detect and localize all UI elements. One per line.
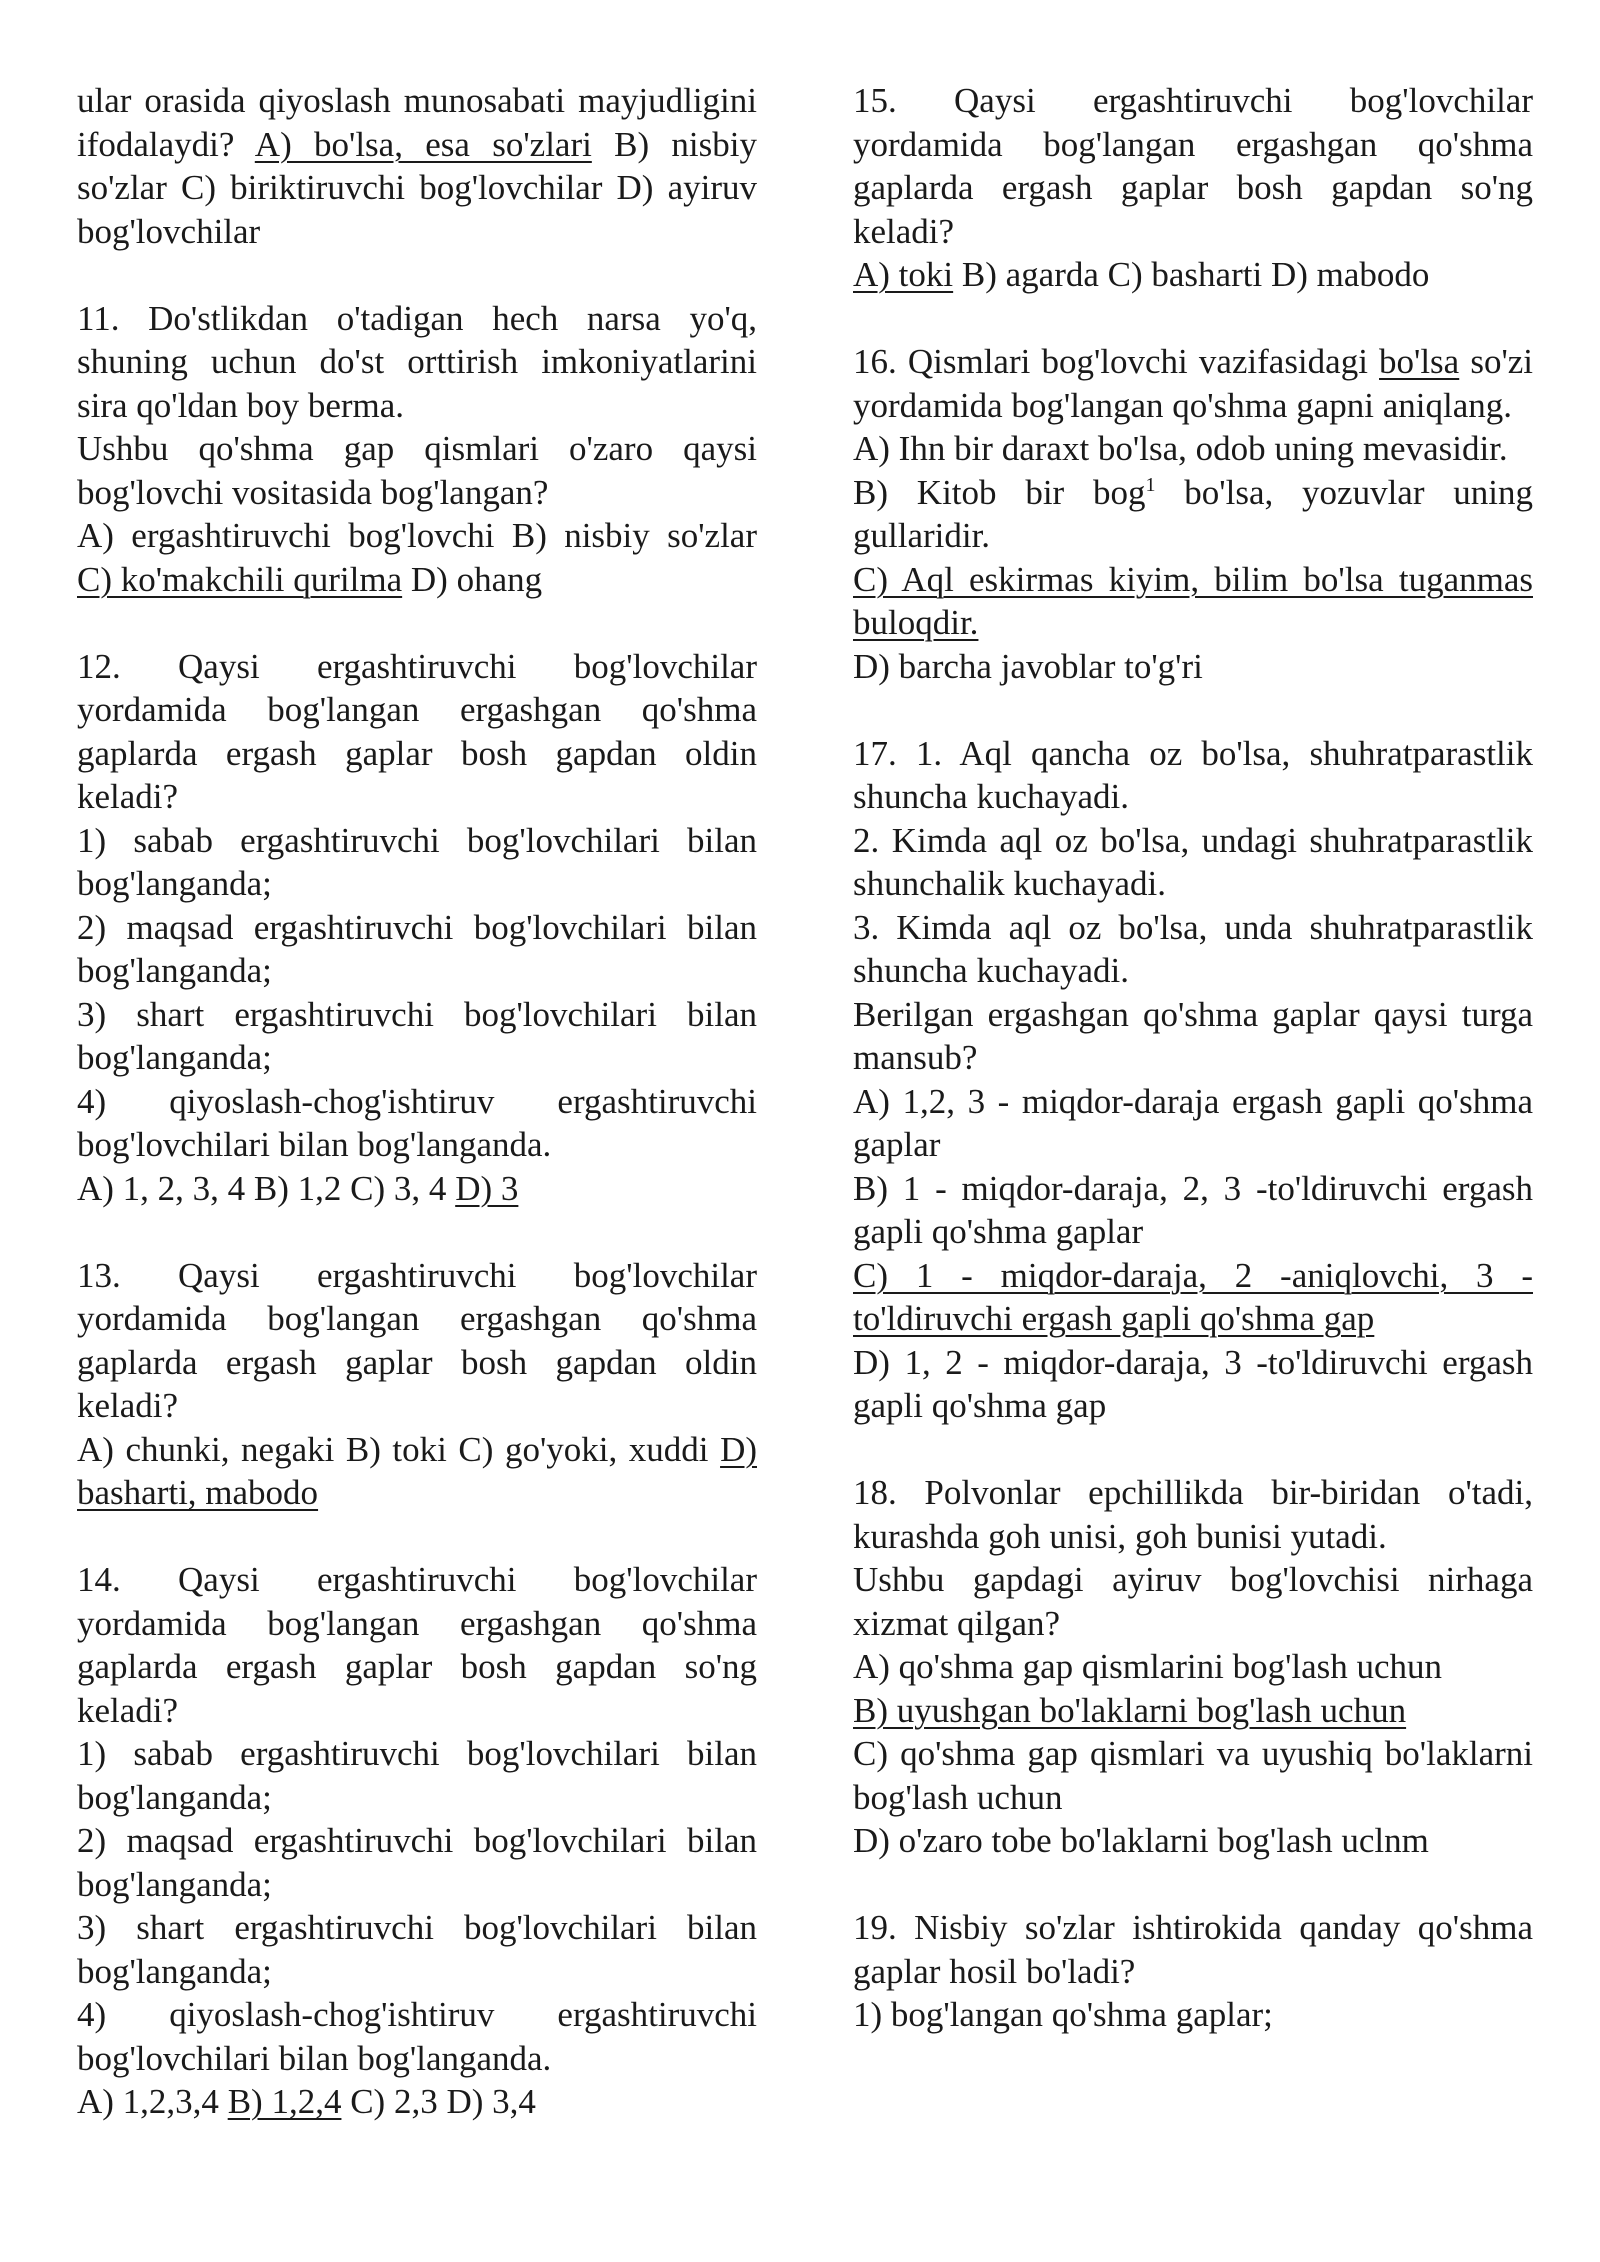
text-line xyxy=(77,514,757,601)
text-line xyxy=(853,1080,1533,1167)
text-line xyxy=(853,1993,1533,2037)
text-run: 1) sabab ergashtiruvchi bog'lovchilari bilan bog'langanda; xyxy=(77,1734,757,1817)
text-run: 17. 1. Aql qancha oz bo'lsa, shuhratparastlik shuncha kuchayadi. xyxy=(853,733,1533,816)
text-line xyxy=(853,471,1533,558)
text-line xyxy=(77,1428,757,1515)
text-line xyxy=(853,253,1533,297)
text-line xyxy=(77,906,757,993)
text-run: 16. Qismlari bog'lovchi vazifasidagi xyxy=(853,342,1380,381)
question-q11 xyxy=(77,297,757,602)
text-run: 3. Kimda aql oz bo'lsa, unda shuhratparastlik shuncha kuchayadi. xyxy=(853,907,1533,990)
footnote-marker: 1 xyxy=(1145,473,1156,496)
text-run: 12. Qaysi ergashtiruvchi bog'lovchilar yordamida bog'langan ergashgan qo'shma gaplarda ergash gaplar bosh gapdan oldin keladi? xyxy=(77,646,757,816)
text-line xyxy=(77,1558,757,1732)
underlined-answer: D) 3 xyxy=(455,1168,519,1208)
text-run: 4) qiyoslash-chog'ishtiruv ergashtiruvchi bog'lovchilari bilan bog'langanda. xyxy=(77,1081,757,1164)
text-line xyxy=(853,732,1533,819)
text-run: 11. Do'stlikdan o'tadigan hech narsa yo'q, shuning uchun do'st orttirish imkoniyatlarini sira qo'ldan boy berma. xyxy=(77,298,757,425)
text-run: Berilgan ergashgan qo'shma gaplar qaysi turga mansub? xyxy=(853,994,1533,1077)
block-spacer xyxy=(77,601,757,645)
text-run: 3) shart ergashtiruvchi bog'lovchilari bilan bog'langanda; xyxy=(77,1908,757,1991)
text-line xyxy=(853,1558,1533,1645)
text-run: 2) maqsad ergashtiruvchi bog'lovchilari bilan bog'langanda; xyxy=(77,907,757,990)
text-line xyxy=(853,1341,1533,1428)
text-run: 4) qiyoslash-chog'ishtiruv ergashtiruvchi bog'lovchilari bilan bog'langanda. xyxy=(77,1995,757,2078)
text-line xyxy=(77,819,757,906)
text-run: bo'lsa, yozuvlar uning gullaridir. xyxy=(853,472,1533,555)
text-run: 19. Nisbiy so'zlar ishtirokida qanday qo'shma gaplar hosil bo'ladi? xyxy=(853,1908,1533,1991)
text-line xyxy=(853,1254,1533,1341)
underlined-answer: bo'lsa xyxy=(1379,342,1460,381)
text-line xyxy=(853,1689,1533,1733)
text-run: Ushbu gapdagi ayiruv bog'lovchisi nirhaga xizmat qilgan? xyxy=(853,1560,1533,1643)
text-line xyxy=(77,993,757,1080)
question-q15 xyxy=(853,79,1533,297)
text-line xyxy=(853,1645,1533,1689)
text-line xyxy=(77,2080,757,2124)
text-line xyxy=(853,427,1533,471)
text-line xyxy=(853,1906,1533,1993)
text-run: 14. Qaysi ergashtiruvchi bog'lovchilar yordamida bog'langan ergashgan qo'shma gaplarda ergash gaplar bosh gapdan so'ng keladi? xyxy=(77,1560,757,1730)
text-run: 2) maqsad ergashtiruvchi bog'lovchilari bilan bog'langanda; xyxy=(77,1821,757,1904)
text-line xyxy=(853,79,1533,253)
text-run: 1) bog'langan qo'shma gaplar; xyxy=(853,1995,1273,2034)
text-run: 1) sabab ergashtiruvchi bog'lovchilari bilan bog'langanda; xyxy=(77,820,757,903)
text-line xyxy=(853,819,1533,906)
text-run: D) 1, 2 - miqdor-daraja, 3 -to'ldiruvchi ergash gapli qo'shma gap xyxy=(853,1342,1533,1425)
text-line xyxy=(853,993,1533,1080)
text-run: A) ergashtiruvchi bog'lovchi B) nisbiy so'zlar xyxy=(77,516,757,555)
text-line xyxy=(853,340,1533,427)
text-line xyxy=(77,427,757,514)
text-line xyxy=(77,1819,757,1906)
text-run: B) Kitob bir bog xyxy=(853,472,1146,512)
text-line xyxy=(77,1732,757,1819)
left-column xyxy=(77,79,757,2124)
question-q19 xyxy=(853,1906,1533,2037)
text-run: 13. Qaysi ergashtiruvchi bog'lovchilar yordamida bog'langan ergashgan qo'shma gaplarda ergash gaplar bosh gapdan oldin keladi? xyxy=(77,1255,757,1425)
text-run: B) 1 - miqdor-daraja, 2, 3 -to'ldiruvchi ergash gapli qo'shma gaplar xyxy=(853,1168,1533,1251)
underlined-answer: A) bo'lsa, esa so'zlari xyxy=(254,124,592,164)
text-line xyxy=(853,1732,1533,1819)
text-run: Ushbu qo'shma gap qismlari o'zaro qaysi bog'lovchi vositasida bog'langan? xyxy=(77,429,757,512)
block-spacer xyxy=(853,688,1533,732)
text-line xyxy=(77,1906,757,1993)
question-q10 xyxy=(77,79,757,253)
block-spacer xyxy=(77,1515,757,1559)
question-q13 xyxy=(77,1254,757,1515)
text-line xyxy=(853,1167,1533,1254)
text-line xyxy=(853,1471,1533,1558)
text-run: D) ohang xyxy=(402,559,543,599)
question-q16 xyxy=(853,340,1533,688)
text-line xyxy=(77,1167,757,1211)
text-run: D) barcha javoblar to'g'ri xyxy=(853,646,1203,686)
underlined-answer: C) 1 - miqdor-daraja, 2 -aniqlovchi, 3 -to'ldiruvchi ergash gapli qo'shma gap xyxy=(853,1255,1533,1338)
question-q14 xyxy=(77,1558,757,2124)
question-q18 xyxy=(853,1471,1533,1863)
text-run: C) 2,3 D) 3,4 xyxy=(341,2082,536,2121)
block-spacer xyxy=(77,253,757,297)
text-run: B) nisbiy so'zlar C) biriktiruvchi bog'lovchilar D) ayiruv bog'lovchilar xyxy=(77,124,757,251)
text-line xyxy=(77,645,757,819)
text-line xyxy=(853,906,1533,993)
block-spacer xyxy=(853,1428,1533,1472)
text-line xyxy=(77,1080,757,1167)
text-run: A) 1, 2, 3, 4 B) 1,2 C) 3, 4 xyxy=(77,1168,456,1208)
text-run: D) o'zaro tobe bo'laklarni bog'lash uclnm xyxy=(853,1821,1429,1860)
text-run: ular orasida qiyoslash munosabati mayjudligini ifodalaydi? xyxy=(77,81,757,164)
underlined-answer: B) uyushgan bo'laklarni bog'lash uchun xyxy=(853,1690,1407,1730)
text-line xyxy=(77,297,757,428)
text-run: B) agarda C) basharti D) mabodo xyxy=(953,255,1430,294)
underlined-answer: C) Aql eskirmas kiyim, bilim bo'lsa tuganmas buloqdir. xyxy=(853,559,1533,642)
block-spacer xyxy=(853,1863,1533,1907)
text-line xyxy=(853,558,1533,645)
question-q12 xyxy=(77,645,757,1211)
text-line xyxy=(853,1819,1533,1863)
question-q17 xyxy=(853,732,1533,1428)
text-line xyxy=(853,645,1533,689)
text-run: A) 1,2, 3 - miqdor-daraja ergash gapli qo'shma gaplar xyxy=(853,1081,1533,1164)
right-column xyxy=(853,79,1533,2037)
underlined-answer: C) ko'makchili qurilma xyxy=(77,559,403,599)
underlined-answer: B) 1,2,4 xyxy=(227,2082,342,2121)
text-line xyxy=(77,1254,757,1428)
text-run: A) qo'shma gap qismlarini bog'lash uchun xyxy=(853,1647,1443,1686)
text-line xyxy=(77,79,757,253)
text-run: A) Ihn bir daraxt bo'lsa, odob uning mevasidir. xyxy=(853,429,1508,468)
text-line xyxy=(77,1993,757,2080)
underlined-answer: A) toki xyxy=(853,255,954,294)
text-run: A) 1,2,3,4 xyxy=(77,2082,228,2121)
text-run: 15. Qaysi ergashtiruvchi bog'lovchilar yordamida bog'langan ergashgan qo'shma gaplarda ergash gaplar bosh gapdan so'ng keladi? xyxy=(853,81,1533,251)
text-run: C) qo'shma gap qismlari va uyushiq bo'laklarni bog'lash uchun xyxy=(853,1734,1533,1817)
text-run: 3) shart ergashtiruvchi bog'lovchilari bilan bog'langanda; xyxy=(77,994,757,1077)
underlined-answer: D) basharti, mabodo xyxy=(77,1429,757,1512)
text-run: 2. Kimda aql oz bo'lsa, undagi shuhratparastlik shunchalik kuchayadi. xyxy=(853,820,1533,903)
text-run: 18. Polvonlar epchillikda bir-biridan o'tadi, kurashda goh unisi, goh bunisi yutadi. xyxy=(853,1473,1533,1556)
block-spacer xyxy=(853,297,1533,341)
block-spacer xyxy=(77,1210,757,1254)
text-run: so'zi yordamida bog'langan qo'shma gapni aniqlang. xyxy=(853,342,1534,425)
text-run: A) chunki, negaki B) toki C) go'yoki, xuddi xyxy=(77,1429,721,1469)
